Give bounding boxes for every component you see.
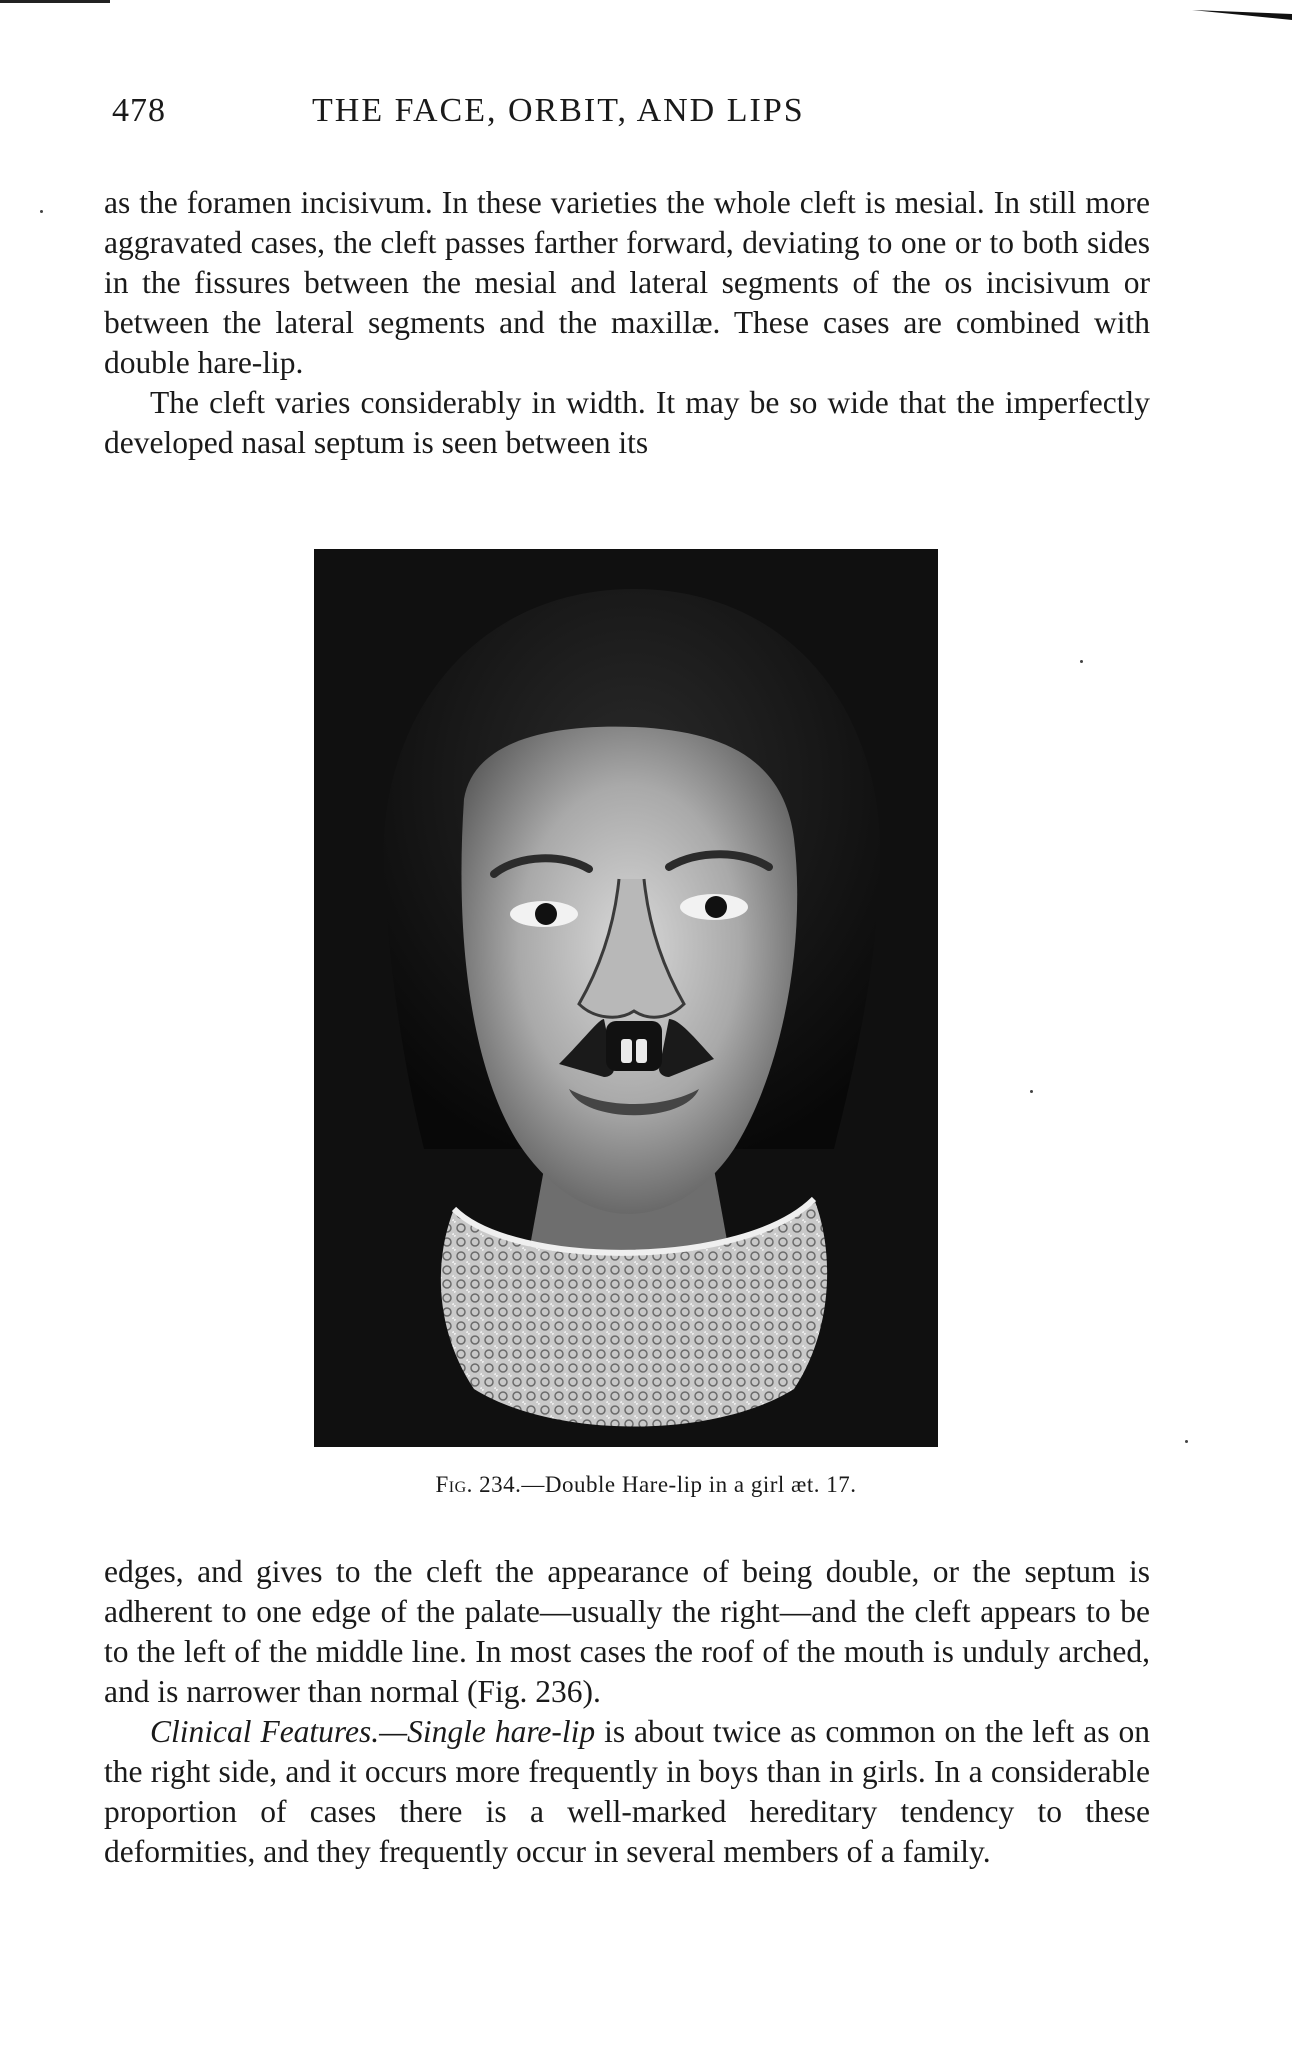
paragraph: edges, and gives to the cleft the appearance of being double, or the septum is adherent to one edge of the palate—usually the right—and the cleft appears to be to the left of the middle line. In most cases the roof of the mouth is unduly arched, and is narrower than normal (Fig. 236). bbox=[104, 1554, 1150, 1709]
running-head bbox=[112, 92, 1147, 142]
scan-speck bbox=[1185, 1440, 1188, 1443]
scan-edge-mark-right bbox=[1192, 10, 1292, 20]
scan-edge-mark-top bbox=[0, 0, 110, 3]
body-text-top bbox=[104, 183, 1150, 463]
paragraph-text: is about twice as common on the left as on the right side, and it occurs more frequently in boys than in girls. In a considerable proportion of cases there is a well-marked hereditary tendency to these deformities, and they frequently occur in several members of a family. bbox=[104, 1714, 1150, 1869]
scan-speck bbox=[40, 210, 43, 213]
scan-speck bbox=[1080, 660, 1083, 663]
italic-lead: Clinical Features.—Single hare-lip bbox=[150, 1714, 596, 1749]
scan-speck bbox=[1030, 1090, 1033, 1093]
paragraph: as the foramen incisivum. In these varieties the whole cleft is mesial. In still more aggravated cases, the cleft passes farther forward, deviating to one or to both sides in the fissures between the mesial and lateral segments of the os incisivum or between the lateral segments and the maxillæ. These cases are combined with double hare-lip. bbox=[104, 185, 1150, 380]
figure-label: Fig. 234. bbox=[435, 1472, 522, 1497]
portrait-photo bbox=[314, 549, 938, 1447]
paragraph bbox=[104, 1712, 1150, 1872]
running-title: THE FACE, ORBIT, AND LIPS bbox=[312, 92, 805, 129]
figure-photograph bbox=[314, 549, 938, 1447]
body-text-bottom bbox=[104, 1552, 1150, 1872]
paragraph: The cleft varies considerably in width. It may be so wide that the imperfectly developed nasal septum is seen between its bbox=[104, 385, 1150, 460]
figure-caption bbox=[0, 1472, 1292, 1498]
page-number: 478 bbox=[112, 92, 166, 129]
figure-caption-text: —Double Hare-lip in a girl æt. 17. bbox=[521, 1472, 857, 1497]
